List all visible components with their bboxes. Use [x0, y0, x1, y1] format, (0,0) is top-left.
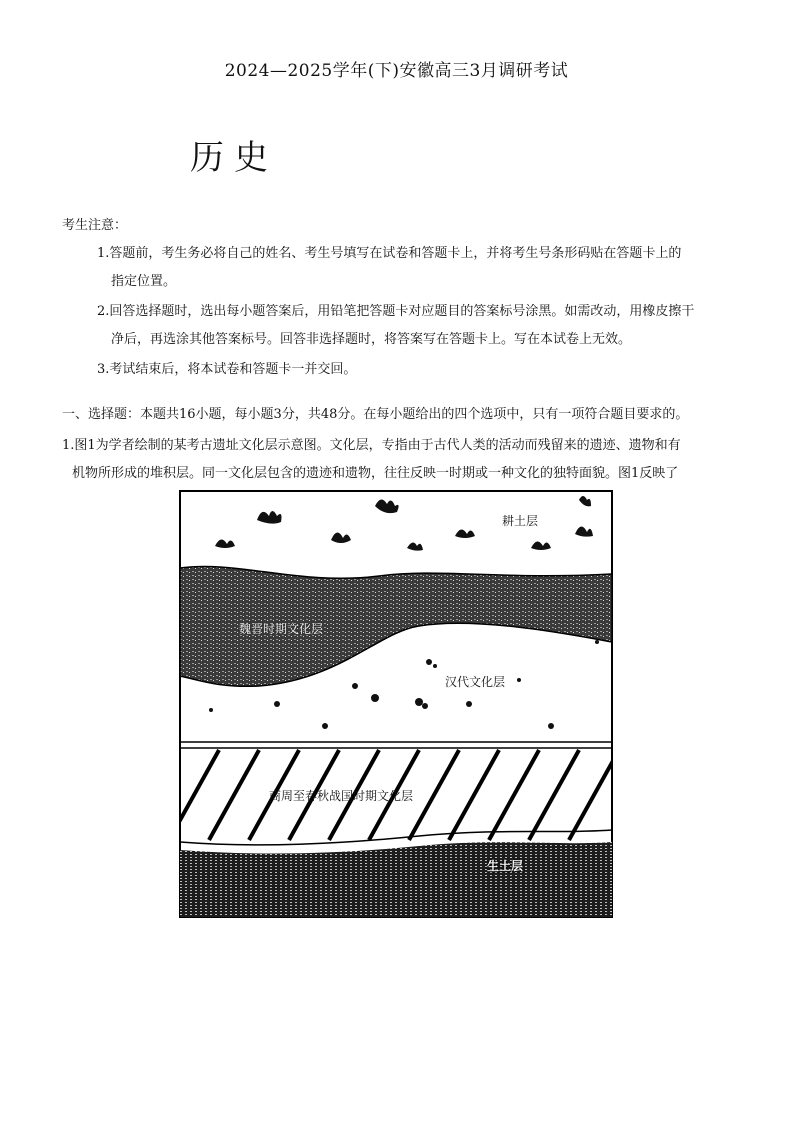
stratigraphy-drawing: [179, 490, 613, 918]
raw-soil-layer: [180, 842, 612, 917]
exam-title: 2024—2025学年(下)安徽高三3月调研考试: [224, 61, 569, 81]
notice-heading: 考生注意：: [62, 218, 128, 233]
label-weijin-layer: 魏晋时期文化层: [239, 622, 324, 636]
notice-item-2-line2: 净后，再选涂其他答案标号。回答非选择题时，将答案写在答题卡上。写在本试卷上无效。: [111, 332, 632, 347]
notice-item-1-line1: 1.答题前，考生务必将自己的姓名、考生号填写在试卷和答题卡上，并将考生号条形码贴在答题卡上的: [97, 246, 682, 261]
notice-item-3: [97, 356, 747, 384]
label-han-layer: 汉代文化层: [445, 675, 506, 689]
label-raw-soil-layer: 生土层: [487, 859, 524, 873]
subject-title: 历史: [190, 138, 278, 178]
label-plough-layer: 耕土层: [502, 514, 539, 528]
notice-item-2: [97, 298, 747, 354]
label-shang-layer: 商周至春秋战国时期文化层: [269, 789, 414, 803]
notice-item-1: [97, 240, 747, 296]
question-1-line2: 机物所形成的堆积层。同一文化层包含的遗迹和遗物，往往反映一时期或一种文化的独特面貌。图1反映了: [72, 466, 679, 481]
notice-item-3-line1: 3.考试结束后，将本试卷和答题卡一并交回。: [97, 362, 357, 377]
notice-item-1-line2: 指定位置。: [111, 274, 177, 289]
section-title: 一、选择题：本题共16小题，每小题3分，共48分。在每小题给出的四个选项中，只有一项符合题目要求的。: [62, 407, 689, 422]
question-1: [62, 432, 752, 488]
stratigraphy-figure: [179, 490, 613, 918]
question-1-line1: 1.图1为学者绘制的某考古遗址文化层示意图。文化层，专指由于古代人类的活动而残留来的遗迹、遗物和有: [62, 438, 681, 453]
notice-item-2-line1: 2.回答选择题时，选出每小题答案后，用铅笔把答题卡对应题目的答案标号涂黑。如需改动，用橡皮擦干: [97, 304, 695, 319]
